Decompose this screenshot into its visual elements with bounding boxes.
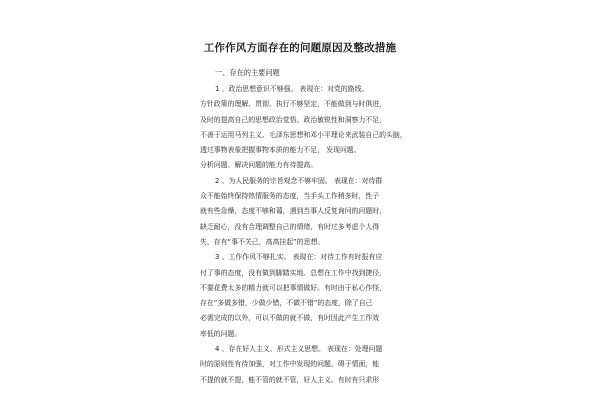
body-line: 付了事的态度，没有做到脚踏实地、总想在工作中找到捷径，	[200, 268, 387, 277]
document-title: 工作作风方面存在的问题原因及整改措施	[203, 42, 397, 54]
body-line: 众不能始终保持热情服务的态度，当手头工作稍多时，性子	[200, 192, 380, 201]
body-line: 及时的提高自己的思想政治觉悟。政治敏锐性和洞察力不足，	[200, 115, 387, 124]
body-line: 1 、政治思想意识不够强。 表现在：对党的路线、	[215, 85, 369, 93]
body-line: 率低的问题。	[200, 329, 242, 338]
body-line: 不要花费太多的精力就可以把事情做好。有时由于私心作怪，	[200, 283, 387, 292]
body-line: 方针政策的理解、贯彻、执行不够坚定，不能做到与时俱进，	[200, 100, 387, 109]
body-line: 3 、工作作风不够扎实。 表现在：对待工作有时报有应	[215, 253, 383, 262]
body-line: 就有些急燥，态度不够和蔼，遇到当事人反复询问的问题时，	[200, 207, 387, 216]
body-line: 不善于运用马列主义、毛泽东思想和邓小平理论来武装自己的头脑，	[200, 130, 407, 139]
section-heading: 一、存在的主要问题	[215, 68, 280, 77]
document-body	[0, 82, 600, 388]
body-line: 必需完成的以外，可以不做的就不做，有时因此产生工作效	[200, 314, 380, 323]
body-line: 失，存有“事不关己，高高挂起”的思想。	[200, 237, 325, 246]
body-line: 透过事物表象把握事物本质的能力不足， 发现问题、	[200, 146, 361, 155]
body-line: 缺乏耐心，没有合理调整自己的情绪，有时过多考虑个人得	[200, 222, 380, 231]
body-line: 4 、存在好人主义、形式主义思想。 表现在：处理问题	[215, 345, 383, 354]
body-line: 存在“多做多错，少做少错，不做不错”的态度，除了自己	[200, 299, 373, 308]
body-line: 不提的就不提，能不管的就不管，好人主义。有时有只求形	[200, 375, 380, 384]
body-line: 2 、为人民服务的宗旨观念不够牢固。 表现在：对待群	[215, 176, 383, 185]
body-line: 时的原则性有待加强，对工作中发现的问题，碍于情面，能	[200, 360, 380, 369]
body-line: 分析问题、解决问题的能力有待提高。	[200, 161, 318, 170]
